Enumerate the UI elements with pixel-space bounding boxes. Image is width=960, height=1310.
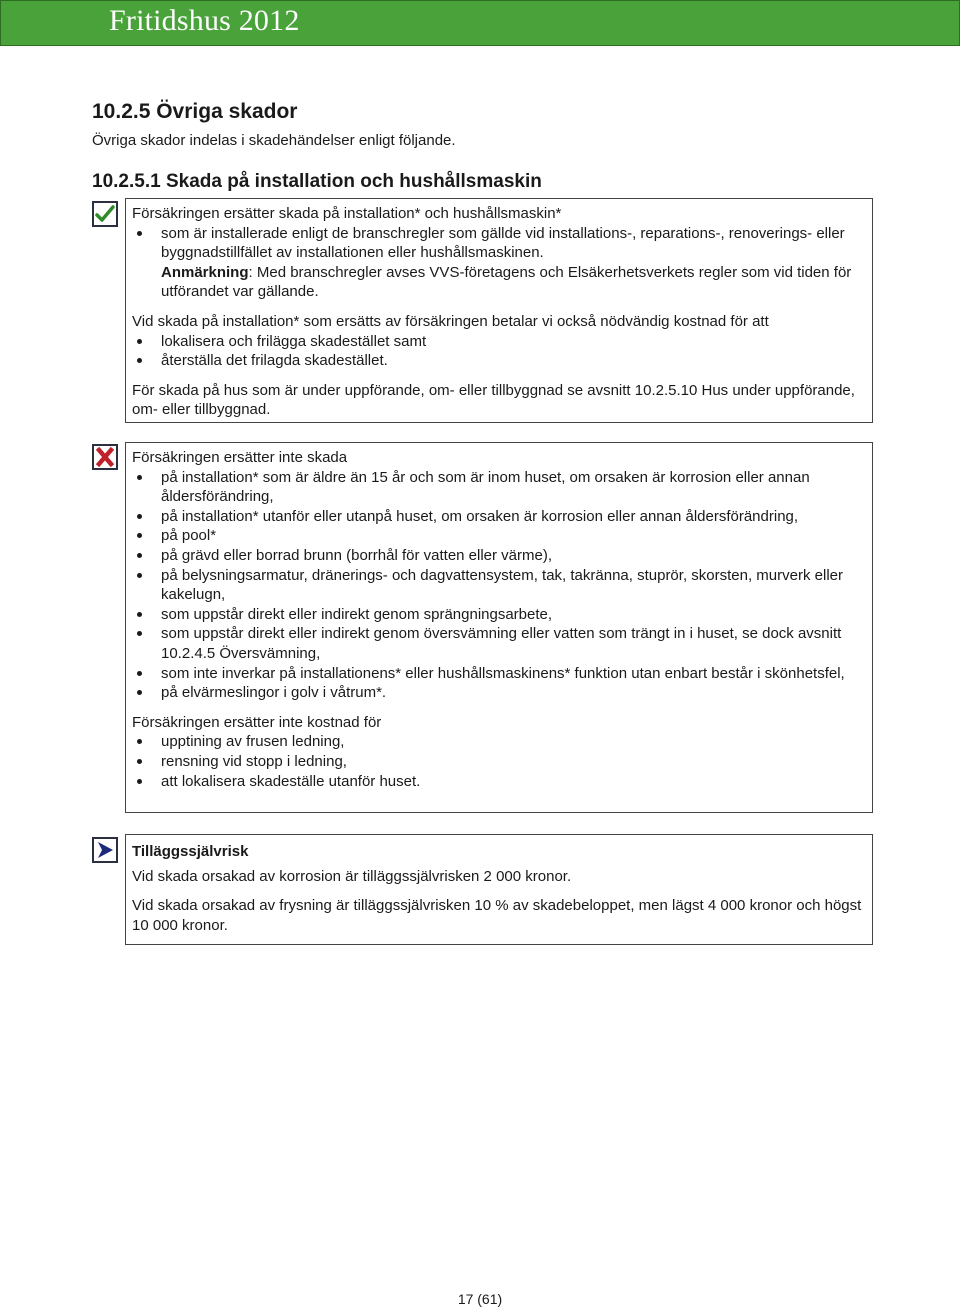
subsection-heading: 10.2.5.1 Skada på installation och hushållsmaskin <box>92 171 542 192</box>
document-title: Fritidshus 2012 <box>109 4 300 37</box>
list-item: återställa det frilagda skadestället. <box>132 351 864 371</box>
list-item: på elvärmeslingor i golv i våtrum*. <box>132 683 864 703</box>
deductible-title: Tilläggssjälvrisk <box>132 843 249 860</box>
cost-intro: Försäkringen ersätter inte kostnad för <box>132 713 382 731</box>
excluded-list <box>132 468 864 703</box>
list-item: upptining av frusen ledning, <box>132 732 864 752</box>
note-text: : Med branschregler avses VVS-företagens och Elsäkerhetsverkets regler som vid tiden för utförandet var gällande. <box>161 263 852 301</box>
list-item: på belysningsarmatur, dränerings- och dagvattensystem, tak, takränna, stuprör, skorsten, murverk eller kakelugn, <box>132 566 864 605</box>
list-item: som uppstår direkt eller indirekt genom sprängningsarbete, <box>132 605 864 625</box>
excluded-box <box>125 442 873 813</box>
check-icon <box>92 201 118 227</box>
list-item: på grävd eller borrad brunn (borrhål för vatten eller värme), <box>132 546 864 566</box>
deductible-line-1: Vid skada orsakad av korrosion är tilläggssjälvrisken 2 000 kronor. <box>132 867 572 885</box>
note <box>132 263 864 302</box>
extra-list <box>132 332 864 371</box>
reference-text: För skada på hus som är under uppförande, om- eller tillbyggnad se avsnitt 10.2.5.10 Hus under uppförande, om- eller tillbyggnad. <box>132 381 855 419</box>
header-banner <box>0 0 960 46</box>
page-number: 17 (61) <box>457 1291 503 1307</box>
section-intro: Övriga skador indelas i skadehändelser enligt följande. <box>92 132 456 149</box>
covered-box <box>125 198 873 423</box>
list-item: att lokalisera skadeställe utanför huset. <box>132 772 864 792</box>
list-item: som inte inverkar på installationens* eller hushållsmaskinens* funktion utan enbart består i skönhetsfel, <box>132 664 864 684</box>
list-item: på pool* <box>132 526 864 546</box>
cost-list <box>132 732 864 791</box>
list-item: lokalisera och frilägga skadestället samt <box>132 332 864 352</box>
note-label: Anmärkning <box>161 263 249 281</box>
list-item: på installation* som är äldre än 15 år och som är inom huset, om orsaken är korrosion eller annan åldersförändring, <box>132 468 864 507</box>
list-item: rensning vid stopp i ledning, <box>132 752 864 772</box>
covered-intro: Försäkringen ersätter skada på installation* och hushållsmaskin* <box>132 205 562 222</box>
arrow-right-icon <box>92 837 118 863</box>
list-item: på installation* utanför eller utanpå huset, om orsaken är korrosion eller annan åldersförändring, <box>132 507 864 527</box>
section-heading: 10.2.5 Övriga skador <box>92 100 298 123</box>
extra-intro: Vid skada på installation* som ersätts av försäkringen betalar vi också nödvändig kostnad för att <box>132 312 769 330</box>
list-item: som uppstår direkt eller indirekt genom översvämning eller vatten som trängt in i huset, se dock avsnitt 10.2.4.5 Översvämning, <box>132 624 864 663</box>
deductible-box <box>125 834 873 945</box>
cross-icon <box>92 444 118 470</box>
deductible-line-2: Vid skada orsakad av frysning är tilläggssjälvrisken 10 % av skadebeloppet, men lägst 4 000 kronor och högst 10 000 kronor. <box>132 897 862 934</box>
list-item: som är installerade enligt de branschregler som gällde vid installations-, reparations-, renoverings- eller byggnadstillfället av installationen eller hushållsmaskinen. <box>132 224 864 263</box>
excluded-intro: Försäkringen ersätter inte skada <box>132 449 348 466</box>
covered-list <box>132 224 864 263</box>
